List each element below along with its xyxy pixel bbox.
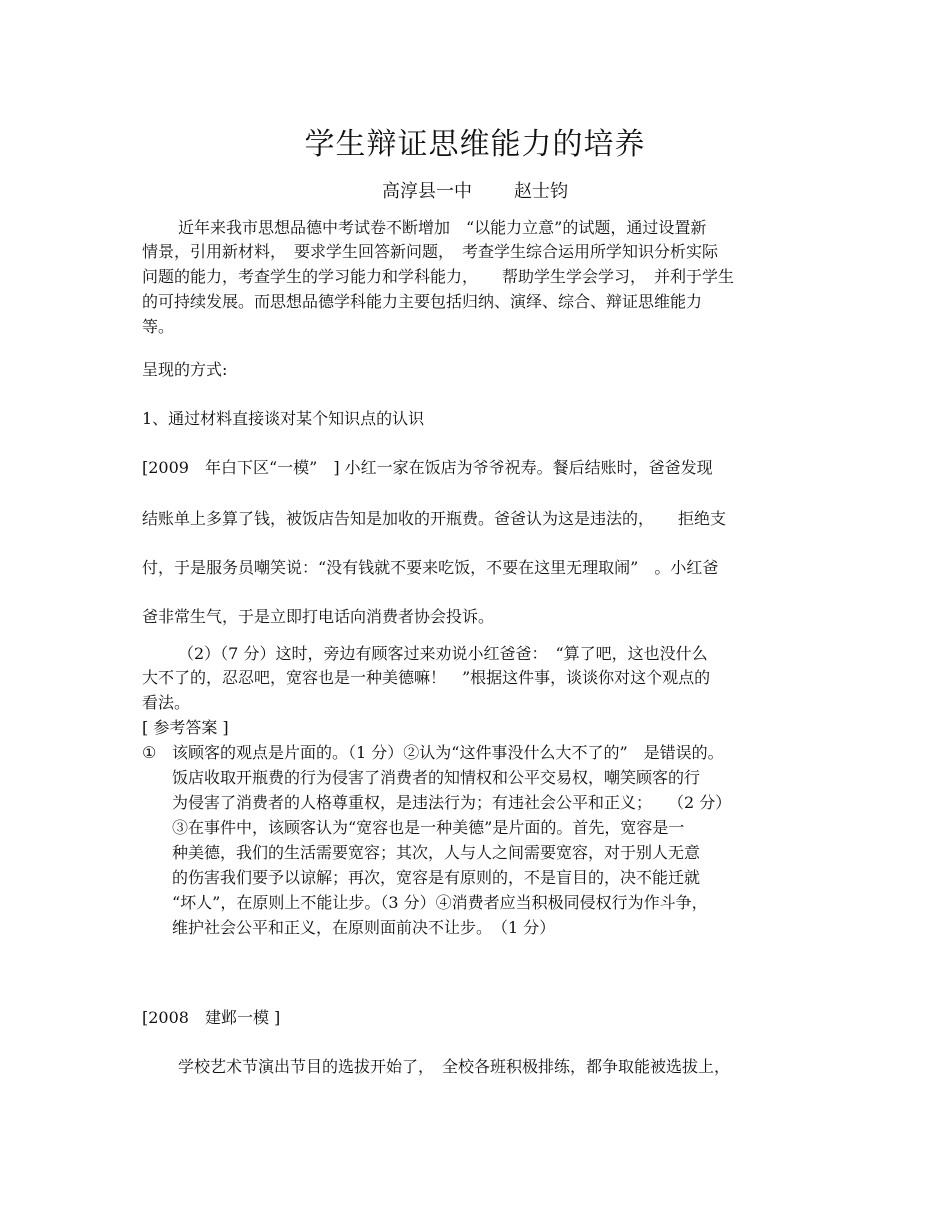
answer-line: 饭店收取开瓶费的行为侵害了消费者的知情权和公平交易权，嘲笑顾客的行 xyxy=(172,768,701,787)
case-header: [2008 建邺一模 ] xyxy=(142,1008,281,1027)
answer-marker: ① xyxy=(142,743,157,762)
document-title: 学生辩证思维能力的培养 xyxy=(304,127,646,162)
method-heading: 1、通过材料直接谈对某个知识点的认识 xyxy=(142,409,425,428)
section-heading: 呈现的方式: xyxy=(142,360,228,379)
answer-line: 的伤害我们要予以谅解；再次，宽容是有原则的，不是盲目的，决不能迁就 xyxy=(172,868,701,887)
answer-label: [ 参考答案 ] xyxy=(142,718,229,737)
intro-line: 等。 xyxy=(142,317,175,336)
answer-line: 维护社会公平和正义，在原则面前决不让步。 （1 分） xyxy=(172,918,556,937)
answer-line: “坏人”，在原则上不能让步。（3 分）④消费者应当积极同侵权行为作斗争， xyxy=(172,893,708,912)
question-line: （2）（7 分）这时，旁边有顾客过来劝说小红爸爸： “算了吧，这也没什么 xyxy=(178,644,708,663)
answer-line: ③在事件中，该顾客认为“宽容也是一种美德”是片面的。首先，宽容是一 xyxy=(172,818,685,837)
case-material-line: 学校艺术节演出节目的选拔开始了， 全校各班积极排练，都争取能被选拔上， xyxy=(178,1057,731,1076)
answer-block xyxy=(142,741,832,765)
answer-line: 种美德，我们的生活需要宽容；其次，人与人之间需要宽容，对于别人无意 xyxy=(172,843,701,862)
answer-line: 为侵害了消费者的人格尊重权，是违法行为；有违社会公平和正义； （2 分） xyxy=(172,793,732,812)
intro-line: 的可持续发展。而思想品德学科能力主要包括归纳、演绎、综合、辩证思维能力 xyxy=(142,292,703,311)
answer-line: 该顾客的观点是片面的。（1 分）②认为“这件事没什么大不了的” 是错误的。 xyxy=(172,743,724,762)
intro-line: 问题的能力，考查学生的学习能力和学科能力， 帮助学生学会学习， 并利于学生 xyxy=(142,267,735,286)
author-school: 高淳县一中 xyxy=(382,181,472,202)
question-line: 看法。 xyxy=(142,693,191,712)
case-material-line: 付，于是服务员嘲笑说：“没有钱就不要来吃饭，不要在这里无理取闹” 。小红爸 xyxy=(142,558,719,577)
case-material-line: 爸非常生气，于是立即打电话向消费者协会投诉。 xyxy=(142,607,495,626)
author-name: 赵士钧 xyxy=(514,181,568,202)
case-material-line: 结账单上多算了钱，被饭店告知是加收的开瓶费。爸爸认为这是违法的， 拒绝支 xyxy=(142,509,727,528)
case-material-line: [2009 年白下区“一模” ] 小红一家在饭店为爷爷祝寿。餐后结账时，爸爸发现 xyxy=(142,458,713,477)
intro-line: 近年来我市思想品德中考试卷不断增加 “以能力立意”的试题，通过设置新 xyxy=(178,218,707,237)
question-line: 大不了的，忍忍吧，宽容也是一种美德嘛！ ”根据这件事，谈谈你对这个观点的 xyxy=(142,668,711,687)
byline xyxy=(0,178,950,206)
intro-line: 情景，引用新材料， 要求学生回答新问题， 考查学生综合运用所学知识分析实际 xyxy=(142,242,719,261)
